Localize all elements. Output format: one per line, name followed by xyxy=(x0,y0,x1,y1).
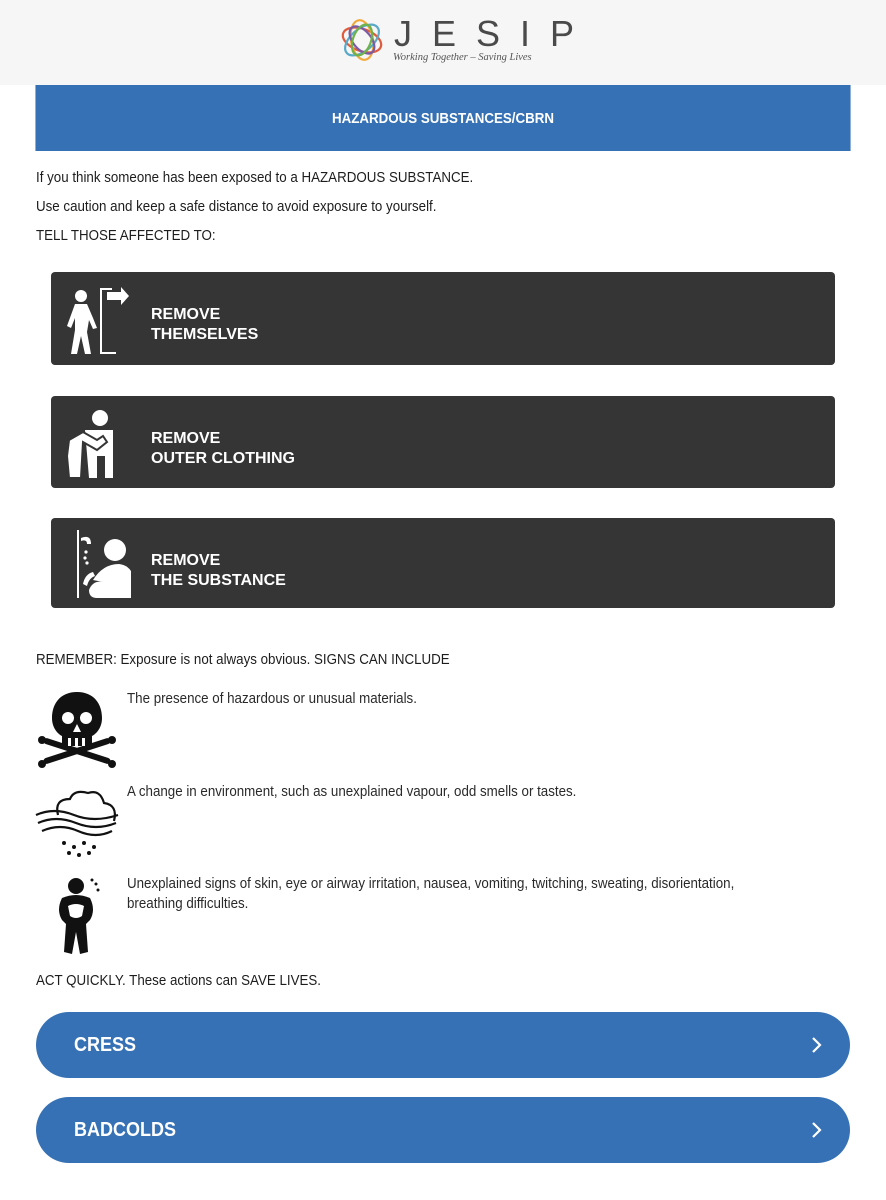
sign-text-1: The presence of hazardous or unusual materials. xyxy=(127,691,417,707)
action-label-line1: REMOVE xyxy=(151,552,221,569)
person-exit-icon xyxy=(63,282,131,356)
sign-text-2: A change in environment, such as unexplained vapour, odd smells or tastes. xyxy=(127,784,577,800)
action-card-remove-substance xyxy=(51,518,835,608)
intro-line-2: Use caution and keep a safe distance to avoid exposure to yourself. xyxy=(36,199,437,215)
sign-text-3: Unexplained signs of skin, eye or airway irritation, nausea, vomiting, twitching, sweating, disorientation, breathing difficulties. xyxy=(127,876,735,912)
action-label-line1: REMOVE xyxy=(151,306,221,323)
action-label-line1: REMOVE xyxy=(151,430,221,447)
action-card-remove-themselves xyxy=(51,272,835,365)
badcolds-link-label: BADCOLDS xyxy=(74,1119,177,1141)
logo-tagline: Working Together – Saving Lives xyxy=(393,52,532,63)
chevron-right-icon xyxy=(808,1121,824,1139)
action-card-remove-outer-clothing xyxy=(51,396,835,488)
skull-crossbones-icon xyxy=(34,690,120,770)
intro-line-3: TELL THOSE AFFECTED TO: xyxy=(36,228,216,244)
action-label-line2: THEMSELVES xyxy=(151,326,259,343)
chevron-right-icon xyxy=(808,1036,824,1054)
logo-wordmark: JESIP xyxy=(394,13,595,54)
app-header xyxy=(0,0,886,85)
badcolds-link-button[interactable] xyxy=(36,1097,850,1163)
page-title: HAZARDOUS SUBSTANCES/CBRN xyxy=(35,85,850,151)
remove-clothing-icon xyxy=(63,406,131,480)
vapour-cloud-icon xyxy=(34,785,120,859)
sick-person-icon xyxy=(34,876,120,956)
jesip-logo-icon xyxy=(338,16,386,64)
act-quickly-text: ACT QUICKLY. These actions can SAVE LIVES. xyxy=(36,973,321,989)
jesip-logo xyxy=(338,13,595,66)
action-label-line2: OUTER CLOTHING xyxy=(151,450,295,467)
cress-link-button[interactable] xyxy=(36,1012,850,1078)
wash-substance-icon xyxy=(63,528,131,602)
action-label-line2: THE SUBSTANCE xyxy=(151,572,286,589)
intro-line-1: If you think someone has been exposed to a HAZARDOUS SUBSTANCE. xyxy=(36,170,474,186)
remember-heading: REMEMBER: Exposure is not always obvious. SIGNS CAN INCLUDE xyxy=(36,652,450,668)
cress-link-label: CRESS xyxy=(74,1034,137,1056)
